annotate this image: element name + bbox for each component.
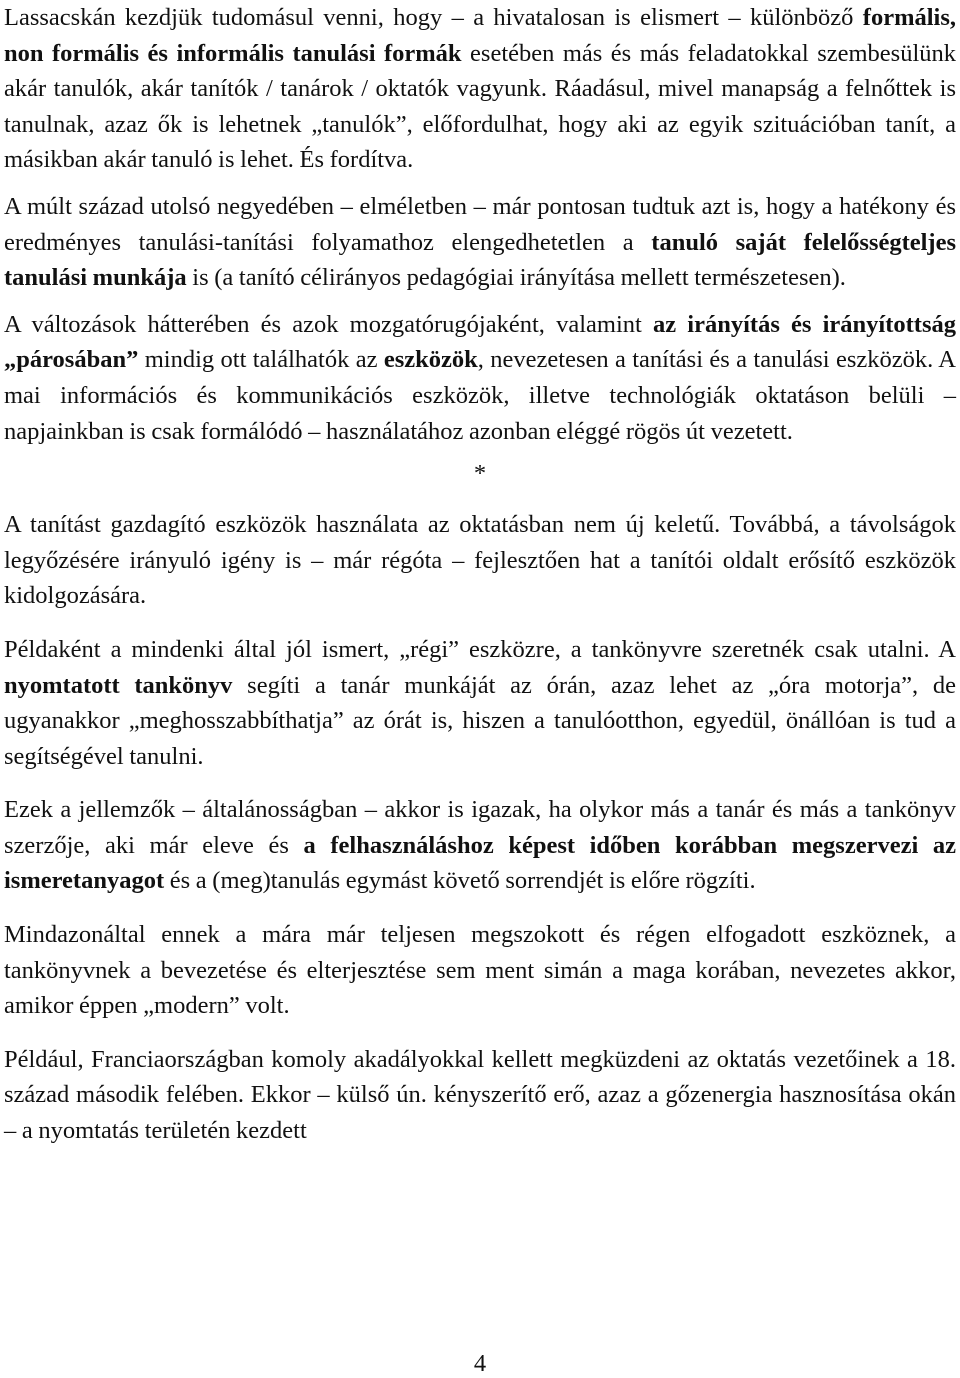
text-segment: mindig ott találhatók az [138, 346, 384, 374]
bold-text-segment: a felhasználáshoz képest időben korábban megszervezi az ismeretanyagot [4, 831, 956, 895]
text-segment: A múlt század utolsó negyedében – elméletben – már pontosan tudtuk azt is, hogy a hatékony és eredményes tanulási-tanítási folyamathoz elengedhetetlen a [4, 192, 956, 256]
paragraph-3 [4, 307, 956, 449]
bold-text-segment: formális, non formális és informális tanulási formák [4, 4, 956, 67]
section-separator: * [473, 460, 487, 488]
text-segment: Lassacskán kezdjük tudomásul venni, hogy – a hivatalosan is elismert – különböző [4, 4, 863, 31]
paragraph-4 [4, 507, 956, 614]
paragraph-5 [4, 632, 956, 774]
text-segment: Például, Franciaországban komoly akadályokkal kellett megküzdeni az oktatás vezetőinek a 18. század második felében. Ekkor – külső ún. kényszerítő erő, azaz a gőzenergia hasznosítása okán – a nyomtatás területén kezdett [4, 1045, 956, 1145]
paragraph-2 [4, 189, 956, 296]
text-segment: Ezek a jellemzők – általánosságban – akkor is igazak, ha olykor más a tanár és más a tankönyv szerzője, aki már eleve és [4, 796, 956, 859]
text-segment: A változások hátterében és azok mozgatórugójaként, valamint [4, 310, 653, 338]
bold-text-segment: tanuló saját felelősségteljes tanulási munkája [4, 228, 956, 292]
bold-text-segment: az irányítás és irányítottság „párosában” [4, 310, 956, 374]
text-segment: és a (meg)tanulás egymást követő sorrendjét is előre rögzíti. [164, 867, 756, 895]
paragraph-6 [4, 792, 956, 899]
text-segment: Mindazonáltal ennek a mára már teljesen megszokott és régen elfogadott eszköznek, a tankönyvnek a bevezetése és elterjesztése sem ment simán a maga korában, nevezetes akkor, amikor éppen „modern” volt. [4, 921, 956, 1020]
page-number: 4 [473, 1350, 487, 1377]
paragraph-7 [4, 917, 956, 1024]
text-segment: esetében más és más feladatokkal szembesülünk akár tanulók, akár tanítók / tanárok / oktatók vagyunk. Ráadásul, mivel manapság a felnőttek is tanulnak, azaz ők is lehetnek „tanulók”, előfordulhat, hogy aki az egyik szituációban tanít, a másikban akár tanuló is lehet. És fordítva. [4, 39, 957, 174]
bold-text-segment: nyomtatott tankönyv [4, 671, 233, 699]
text-segment: , nevezetesen a tanítási és a tanulási eszközök. A mai információs és kommunikációs eszközök, illetve technológiák oktatáson belüli – napjainkban is csak formálódó – használatához azonban eléggé rögös út vezetett. [4, 346, 956, 445]
paragraph-1 [4, 0, 956, 178]
text-segment: A tanítást gazdagító eszközök használata az oktatásban nem új keletű. Továbbá, a távolságok legyőzésére irányuló igény is – már régóta – fejlesztően hat a tanítói oldalt erősítő eszközök kidolgozására. [4, 511, 956, 610]
text-segment: Példaként a mindenki által jól ismert, „régi” eszközre, a tankönyvre szeretnék csak utalni. A [4, 635, 956, 663]
text-segment: is (a tanító célirányos pedagógiai irányítása mellett természetesen). [186, 264, 846, 292]
text-segment: segíti a tanár munkáját az órán, azaz lehet az „óra motorja”, de ugyanakkor „meghosszabbíthatja” az órát is, hiszen a tanulóotthon, egyedül, önállóan is tud a segítségével tanulni. [4, 671, 956, 770]
bold-text-segment: eszközök [383, 346, 478, 374]
paragraph-8 [4, 1042, 956, 1149]
document-page [4, 0, 956, 1149]
